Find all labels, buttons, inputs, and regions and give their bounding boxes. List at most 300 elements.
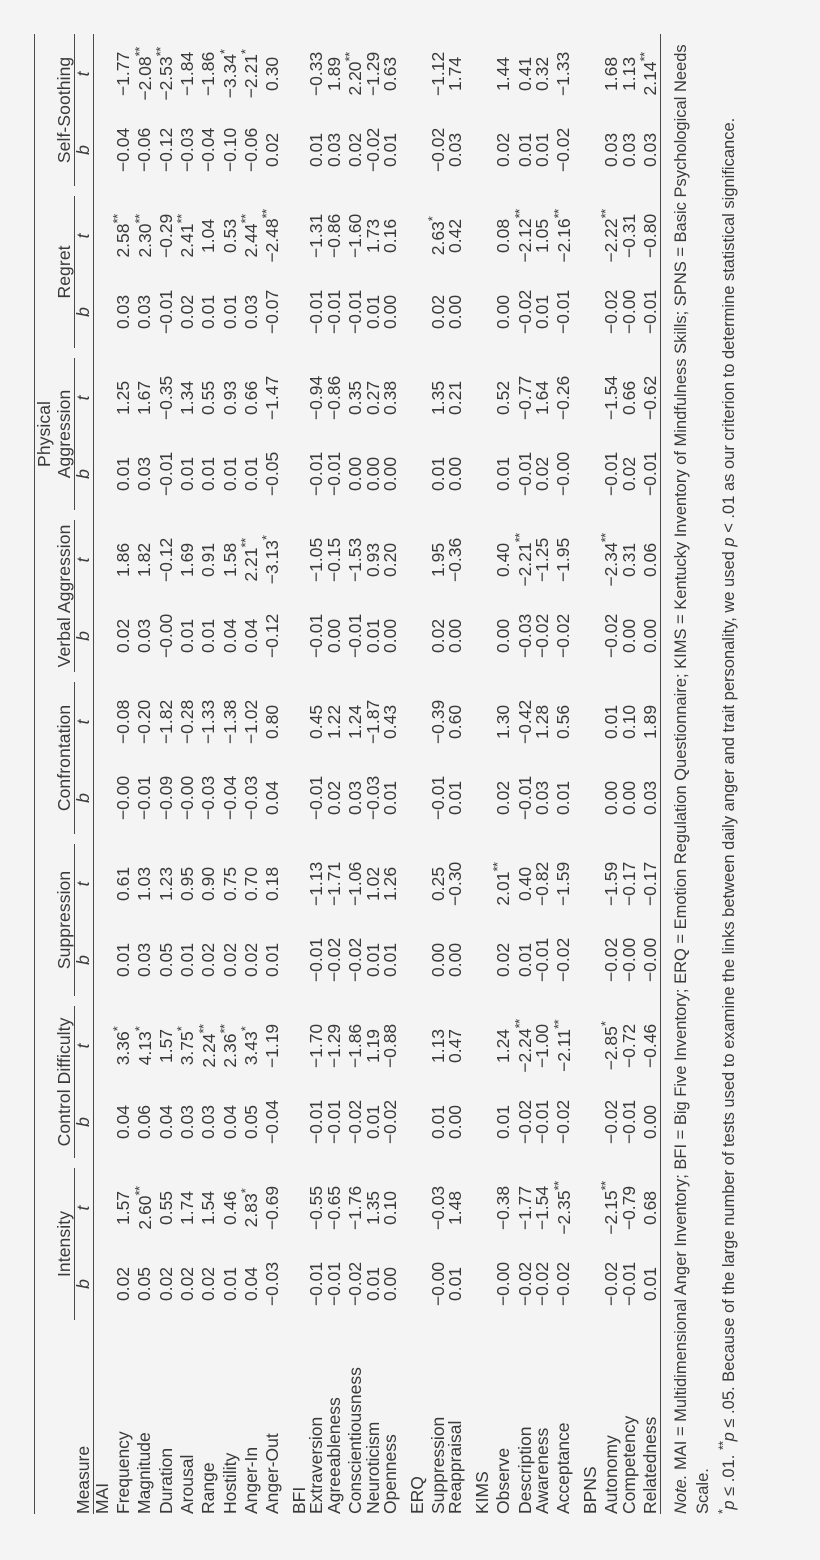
- gap: [599, 186, 620, 196]
- cell-suppression-t: 0.40: [514, 866, 535, 901]
- gap: [599, 834, 620, 844]
- significance-star: *: [110, 1026, 126, 1032]
- cell-confrontation-b: 0.02: [493, 780, 514, 815]
- cell-verbal_aggression-b: −0.02: [532, 613, 553, 659]
- gap: [513, 1320, 534, 1328]
- gap: [513, 1158, 534, 1168]
- subheader-regret-b: b: [75, 276, 93, 348]
- significance-star: **: [550, 1019, 566, 1030]
- cell-control_difficulty-t: 1.19: [362, 1028, 383, 1064]
- table-row: [491, 30, 512, 1514]
- cell-intensity-b: 0.02: [113, 1266, 134, 1302]
- cell-suppression-t: 1.23: [155, 866, 176, 901]
- gap: [260, 996, 281, 1006]
- section-label-bfi: BFI: [288, 1486, 309, 1514]
- cell-physical_aggression-t: 0.21: [445, 380, 466, 415]
- cell-physical_aggression-b: 0.01: [219, 456, 240, 491]
- cell-confrontation-b: −0.01: [427, 775, 448, 821]
- cell-confrontation-b: −0.01: [134, 775, 155, 821]
- subheader-verbal-aggression-b: b: [75, 600, 93, 672]
- gap: [447, 348, 465, 358]
- gap: [447, 1158, 465, 1168]
- gap: [326, 1320, 344, 1328]
- cell-physical_aggression-b: 0.02: [532, 456, 553, 491]
- table-row: [154, 30, 175, 1514]
- cell-verbal_aggression-t: −1.95: [553, 537, 574, 583]
- cell-self_soothing-b: −0.04: [113, 127, 134, 173]
- section-spacer: [400, 30, 409, 1514]
- gap: [75, 834, 93, 844]
- gap: [260, 510, 281, 520]
- cell-regret-b: −0.01: [553, 289, 574, 335]
- cell-intensity-t: −0.79: [618, 1185, 639, 1231]
- cell-intensity-b: 0.02: [155, 1266, 176, 1302]
- table-row: [621, 30, 639, 1514]
- gap: [308, 1158, 326, 1168]
- gap: [552, 1320, 573, 1328]
- cell-verbal_aggression-t: 0.91: [198, 542, 219, 577]
- cell-intensity-t: 0.68: [638, 1168, 660, 1248]
- cell-physical_aggression-t: 0.55: [198, 380, 219, 415]
- table-row: [260, 30, 281, 1514]
- gap: [35, 1158, 75, 1168]
- cell-control_difficulty-b: −0.02: [345, 1099, 366, 1145]
- gap: [111, 186, 132, 196]
- gap: [621, 510, 639, 520]
- cell-regret-b: 0.03: [240, 294, 261, 329]
- cell-self_soothing-b: 0.01: [532, 132, 553, 167]
- cell-suppression-t: −1.13: [306, 861, 327, 907]
- cell-intensity-b: −0.01: [323, 1261, 344, 1307]
- cell-intensity-t: −1.76: [345, 1185, 366, 1231]
- gap: [621, 834, 639, 844]
- group-label-line2: Aggression: [53, 389, 74, 479]
- cell-physical_aggression-t: −0.77: [514, 375, 535, 421]
- cell-control_difficulty-b: 0.01: [427, 1104, 448, 1140]
- gap: [382, 996, 400, 1006]
- gap: [175, 672, 196, 682]
- cell-intensity-t: 0.55: [155, 1190, 176, 1226]
- gap: [621, 672, 639, 682]
- note-abbreviations-line: [670, 30, 716, 1514]
- gap: [111, 1320, 132, 1328]
- gap: [365, 1158, 383, 1168]
- cell-verbal_aggression-b: −0.12: [262, 613, 283, 659]
- group-label-line1: Self-Soothing: [53, 56, 74, 164]
- cell-regret-b: 0.02: [427, 294, 448, 329]
- gap: [599, 672, 620, 682]
- cell-confrontation-b: 0.00: [618, 780, 639, 815]
- cell-intensity-b: 0.01: [638, 1248, 660, 1320]
- cell-verbal_aggression-t: 1.95: [427, 542, 448, 577]
- table-row: [534, 30, 552, 1514]
- gap: [239, 834, 260, 844]
- gap: [552, 672, 573, 682]
- cell-self_soothing-b: −0.02: [362, 127, 383, 173]
- cell-physical_aggression-b: −0.01: [155, 451, 176, 497]
- cell-self_soothing-b: −0.02: [553, 127, 574, 173]
- column-group-row: [35, 30, 75, 1514]
- cell-suppression-b: −0.01: [306, 937, 327, 983]
- cell-regret-t: −2.12**: [511, 209, 535, 263]
- cell-control_difficulty-b: 0.03: [177, 1104, 197, 1140]
- cell-confrontation-b: 0.01: [553, 780, 574, 815]
- cell-regret-t: −0.80: [638, 196, 660, 276]
- cell-regret-b: 0.01: [219, 294, 240, 329]
- measure-label: Relatedness: [638, 1328, 660, 1514]
- cell-physical_aggression-t: 1.64: [532, 380, 553, 415]
- cell-regret-b: −0.02: [601, 289, 622, 335]
- cell-intensity-b: 0.01: [445, 1266, 466, 1302]
- cell-intensity-b: 0.05: [134, 1266, 155, 1302]
- subheader-suppression-b: b: [75, 924, 93, 996]
- gap: [326, 834, 344, 844]
- cell-confrontation-t: 0.56: [553, 704, 574, 739]
- cell-control_difficulty-b: 0.04: [219, 1104, 240, 1140]
- cell-suppression-t: 0.95: [177, 866, 197, 901]
- gap: [197, 186, 218, 196]
- measure-label: Agreeableness: [323, 1397, 344, 1514]
- cell-confrontation-t: 1.24: [345, 704, 366, 739]
- cell-suppression-b: 0.00: [445, 942, 466, 977]
- cell-physical_aggression-t: 0.66: [240, 380, 261, 415]
- gap: [75, 348, 93, 358]
- cell-regret-t: 0.42: [445, 218, 466, 253]
- cell-suppression-t: 0.25: [427, 866, 448, 901]
- significance-star: **: [490, 862, 506, 872]
- table-row: [197, 30, 218, 1514]
- cell-self_soothing-b: −0.10: [219, 127, 240, 173]
- cell-verbal_aggression-t: −0.12: [155, 537, 176, 583]
- significance-star: **: [598, 1181, 614, 1191]
- cell-self_soothing-t: 0.32: [532, 56, 553, 91]
- measure-label: Acceptance: [553, 1422, 574, 1514]
- table-row: [218, 30, 239, 1514]
- cell-regret-t: 2.44**: [238, 214, 261, 258]
- cell-intensity-b: −0.00: [493, 1261, 514, 1307]
- note-abbreviations: MAI = Multidimensional Anger Inventory; BFI = Big Five Inventory; ERQ = Emotion Regulation Questionnaire; KIMS = Kentucky Inventory of Mindfulness Skills; SPNS = Basic Psychological Needs Scale.: [671, 44, 713, 1514]
- cell-suppression-b: 0.02: [493, 942, 514, 977]
- cell-confrontation-t: 0.80: [262, 704, 283, 739]
- section-spacer: [282, 30, 291, 1514]
- significance-star: **: [131, 214, 147, 224]
- significance-star: *: [259, 535, 275, 541]
- cell-suppression-t: −1.06: [345, 861, 366, 907]
- cell-self_soothing-t: −1.86: [198, 51, 219, 97]
- gap: [308, 348, 326, 358]
- cell-self_soothing-t: −2.53**: [152, 47, 176, 101]
- gap: [326, 186, 344, 196]
- cell-control_difficulty-b: 0.06: [134, 1104, 155, 1140]
- cell-intensity-t: −1.54: [532, 1185, 553, 1231]
- cell-verbal_aggression-t: −1.25: [532, 537, 553, 583]
- section-spacer: [465, 30, 474, 1514]
- cell-intensity-b: −0.01: [618, 1261, 639, 1307]
- gap: [133, 510, 154, 520]
- cell-self_soothing-t: 1.44: [493, 56, 514, 91]
- cell-self_soothing-b: −0.12: [155, 127, 176, 173]
- cell-suppression-t: −1.59: [553, 861, 574, 907]
- gap: [35, 348, 75, 358]
- cell-physical_aggression-b: 0.01: [177, 456, 197, 491]
- cell-self_soothing-b: 0.01: [380, 132, 401, 167]
- gap: [75, 510, 93, 520]
- cell-verbal_aggression-t: −0.36: [445, 537, 466, 583]
- cell-control_difficulty-b: −0.02: [514, 1099, 535, 1145]
- gap: [491, 1158, 512, 1168]
- gap: [599, 510, 620, 520]
- table-note: [670, 30, 741, 1514]
- cell-regret-t: 2.58**: [110, 214, 134, 258]
- gap: [534, 996, 552, 1006]
- gap: [513, 510, 534, 520]
- gap: [197, 348, 218, 358]
- cell-physical_aggression-t: 0.27: [362, 380, 383, 415]
- cell-control_difficulty-b: −0.01: [618, 1099, 639, 1145]
- cell-control_difficulty-t: −2.11**: [550, 1019, 574, 1073]
- cell-regret-t: −0.29: [155, 213, 176, 259]
- cell-confrontation-b: −0.03: [198, 775, 219, 821]
- cell-confrontation-t: −0.42: [514, 699, 535, 745]
- measure-label: Duration: [155, 1447, 176, 1514]
- note-significance-line: [715, 30, 740, 1514]
- cell-regret-b: 0.03: [134, 294, 155, 329]
- gap: [218, 1158, 239, 1168]
- cell-physical_aggression-b: −0.00: [553, 451, 574, 497]
- gap: [111, 510, 132, 520]
- column-group-confrontation: [35, 682, 75, 834]
- cell-intensity-b: 0.04: [240, 1266, 261, 1302]
- cell-control_difficulty-b: −0.01: [532, 1099, 553, 1145]
- gap: [308, 996, 326, 1006]
- cell-self_soothing-t: 1.68: [601, 56, 622, 91]
- table-row: [239, 30, 260, 1514]
- cell-verbal_aggression-t: −1.05: [306, 537, 327, 583]
- cell-intensity-b: 0.02: [177, 1266, 197, 1302]
- gap: [426, 1320, 447, 1328]
- cell-self_soothing-t: −1.84: [177, 51, 197, 97]
- cell-regret-t: 0.08: [493, 218, 514, 253]
- subheader-intensity-t: t: [75, 1168, 93, 1248]
- table-row: [426, 30, 447, 1514]
- gap: [111, 672, 132, 682]
- cell-physical_aggression-b: 0.01: [113, 456, 134, 491]
- cell-verbal_aggression-b: 0.04: [219, 618, 240, 653]
- cell-physical_aggression-t: 1.35: [427, 380, 448, 415]
- gap: [447, 1320, 465, 1328]
- cell-control_difficulty-t: 1.24: [493, 1028, 514, 1064]
- cell-verbal_aggression-t: 1.58: [219, 542, 240, 577]
- cell-verbal_aggression-b: 0.01: [198, 618, 219, 653]
- cell-self_soothing-b: 0.02: [262, 132, 283, 167]
- cell-verbal_aggression-t: −0.15: [323, 537, 344, 583]
- cell-intensity-t: −0.03: [427, 1185, 448, 1231]
- cell-physical_aggression-b: 0.03: [134, 456, 155, 491]
- group-label-line1: Suppression: [53, 870, 74, 970]
- significance-star: *: [238, 1188, 254, 1194]
- cell-regret-b: 0.01: [532, 294, 553, 329]
- cell-suppression-b: 0.01: [113, 942, 134, 977]
- cell-physical_aggression-b: −0.01: [323, 451, 344, 497]
- cell-physical_aggression-t: 0.52: [493, 380, 514, 415]
- gap: [218, 1320, 239, 1328]
- measure-label: Observe: [493, 1447, 514, 1514]
- group-label-line1: Intensity: [53, 1210, 74, 1278]
- table-row: [552, 30, 573, 1514]
- measure-label: Frequency: [113, 1431, 134, 1514]
- gap: [35, 510, 75, 520]
- cell-physical_aggression-t: −0.62: [638, 358, 660, 438]
- significance-star: **: [598, 209, 614, 219]
- gap: [308, 672, 326, 682]
- cell-regret-b: −0.02: [514, 289, 535, 335]
- table-row: [382, 30, 400, 1514]
- cell-confrontation-b: −0.03: [240, 775, 261, 821]
- cell-confrontation-b: −0.00: [113, 775, 134, 821]
- table-header: [35, 30, 94, 1514]
- gap: [638, 1158, 660, 1168]
- cell-suppression-b: 0.01: [514, 942, 535, 977]
- cell-intensity-t: 1.57: [113, 1190, 134, 1226]
- cell-verbal_aggression-b: 0.01: [177, 618, 197, 653]
- measure-label: Suppression: [427, 1416, 448, 1514]
- gap: [426, 672, 447, 682]
- gap: [35, 186, 75, 196]
- gap: [133, 672, 154, 682]
- cell-suppression-t: −0.17: [638, 844, 660, 924]
- cell-confrontation-t: 1.28: [532, 704, 553, 739]
- cell-self_soothing-b: 0.01: [306, 132, 327, 167]
- cell-control_difficulty-b: −0.02: [553, 1099, 574, 1145]
- table-row: [133, 30, 154, 1514]
- cell-intensity-t: −0.55: [306, 1185, 327, 1231]
- cell-suppression-b: 0.01: [177, 942, 197, 977]
- cell-verbal_aggression-b: 0.00: [618, 618, 639, 653]
- measure-label: Hostility: [219, 1452, 240, 1514]
- gap: [552, 996, 573, 1006]
- cell-verbal_aggression-b: 0.01: [362, 618, 383, 653]
- gap: [154, 510, 175, 520]
- cell-confrontation-b: −0.00: [177, 775, 197, 821]
- gap: [599, 1158, 620, 1168]
- cell-regret-t: 2.63*: [425, 216, 448, 256]
- section-header-row: [582, 30, 600, 1514]
- cell-control_difficulty-b: 0.05: [240, 1104, 261, 1140]
- gap: [621, 186, 639, 196]
- cell-suppression-t: 1.02: [362, 866, 383, 901]
- cell-suppression-t: 0.70: [240, 866, 261, 901]
- cell-regret-b: −0.00: [618, 289, 639, 335]
- cell-suppression-t: 1.26: [380, 866, 401, 901]
- cell-physical_aggression-t: −0.26: [553, 375, 574, 421]
- cell-intensity-t: 1.54: [198, 1190, 219, 1226]
- gap: [218, 672, 239, 682]
- gap: [365, 510, 383, 520]
- cell-verbal_aggression-b: 0.00: [445, 618, 466, 653]
- subheader-control-difficulty-b: b: [75, 1086, 93, 1158]
- cell-physical_aggression-t: 1.67: [134, 380, 155, 415]
- cell-intensity-b: −0.02: [532, 1261, 553, 1307]
- cell-verbal_aggression-b: 0.00: [323, 618, 344, 653]
- significance-star: *: [174, 1026, 190, 1032]
- gap: [638, 672, 660, 682]
- cell-control_difficulty-t: 4.13*: [131, 1026, 155, 1066]
- subheader-physical-aggression-b: b: [75, 438, 93, 510]
- gap: [326, 1158, 344, 1168]
- gap: [638, 834, 660, 844]
- gap: [133, 996, 154, 1006]
- cell-regret-b: 0.03: [113, 294, 134, 329]
- cell-control_difficulty-t: 1.57: [155, 1028, 176, 1064]
- cell-self_soothing-t: −0.33: [306, 51, 327, 97]
- gap: [621, 996, 639, 1006]
- measure-label: Anger-In: [240, 1446, 261, 1514]
- gap: [365, 672, 383, 682]
- cell-confrontation-t: 1.89: [638, 682, 660, 762]
- cell-confrontation-t: 0.43: [380, 704, 401, 739]
- cell-confrontation-b: 0.00: [601, 780, 622, 815]
- cell-intensity-t: −0.69: [262, 1185, 283, 1231]
- cell-verbal_aggression-b: 0.02: [113, 618, 134, 653]
- cell-physical_aggression-t: 1.34: [177, 380, 197, 415]
- cell-self_soothing-t: −2.08**: [131, 47, 155, 101]
- gap: [260, 834, 281, 844]
- gap: [552, 1158, 573, 1168]
- cell-control_difficulty-t: −2.85*: [598, 1021, 622, 1071]
- gap: [447, 996, 465, 1006]
- cell-control_difficulty-t: 3.43*: [238, 1026, 261, 1066]
- gap: [308, 1320, 326, 1328]
- statistics-table: [34, 30, 661, 1514]
- cell-suppression-t: 0.18: [262, 866, 283, 901]
- subheader-verbal-aggression-t: t: [75, 520, 93, 600]
- subheader-confrontation-t: t: [75, 682, 93, 762]
- gap: [111, 1158, 132, 1168]
- cell-confrontation-b: 0.04: [262, 780, 283, 815]
- cell-intensity-b: 0.02: [198, 1266, 219, 1302]
- cell-suppression-t: −0.30: [445, 861, 466, 907]
- gap: [197, 1320, 218, 1328]
- cell-suppression-t: 0.90: [198, 866, 219, 901]
- column-group-suppression: [35, 844, 75, 996]
- gap: [343, 186, 364, 196]
- cell-regret-b: 0.00: [445, 294, 466, 329]
- gap: [75, 996, 93, 1006]
- cell-control_difficulty-b: 0.00: [638, 1086, 660, 1158]
- gap: [638, 186, 660, 196]
- significance-star: **: [550, 1181, 566, 1191]
- gap: [365, 186, 383, 196]
- cell-control_difficulty-t: −0.72: [618, 1023, 639, 1069]
- cell-confrontation-t: 0.10: [618, 704, 639, 739]
- significance-star: *: [238, 49, 254, 55]
- cell-self_soothing-t: −3.34*: [216, 49, 240, 99]
- cell-regret-t: 1.73: [362, 218, 383, 253]
- significance-star: *: [131, 1026, 147, 1032]
- cell-verbal_aggression-t: 0.06: [638, 520, 660, 600]
- cell-intensity-b: −0.02: [514, 1261, 535, 1307]
- cell-control_difficulty-t: −0.88: [380, 1023, 401, 1069]
- cell-self_soothing-b: −0.06: [134, 127, 155, 173]
- significance-star: **: [342, 52, 358, 62]
- cell-control_difficulty-b: 0.00: [445, 1104, 466, 1140]
- gap: [239, 510, 260, 520]
- cell-verbal_aggression-b: −0.02: [553, 613, 574, 659]
- cell-suppression-t: 0.75: [219, 866, 240, 901]
- gap: [534, 1158, 552, 1168]
- cell-suppression-b: −0.00: [618, 937, 639, 983]
- section-header-row: [474, 30, 492, 1514]
